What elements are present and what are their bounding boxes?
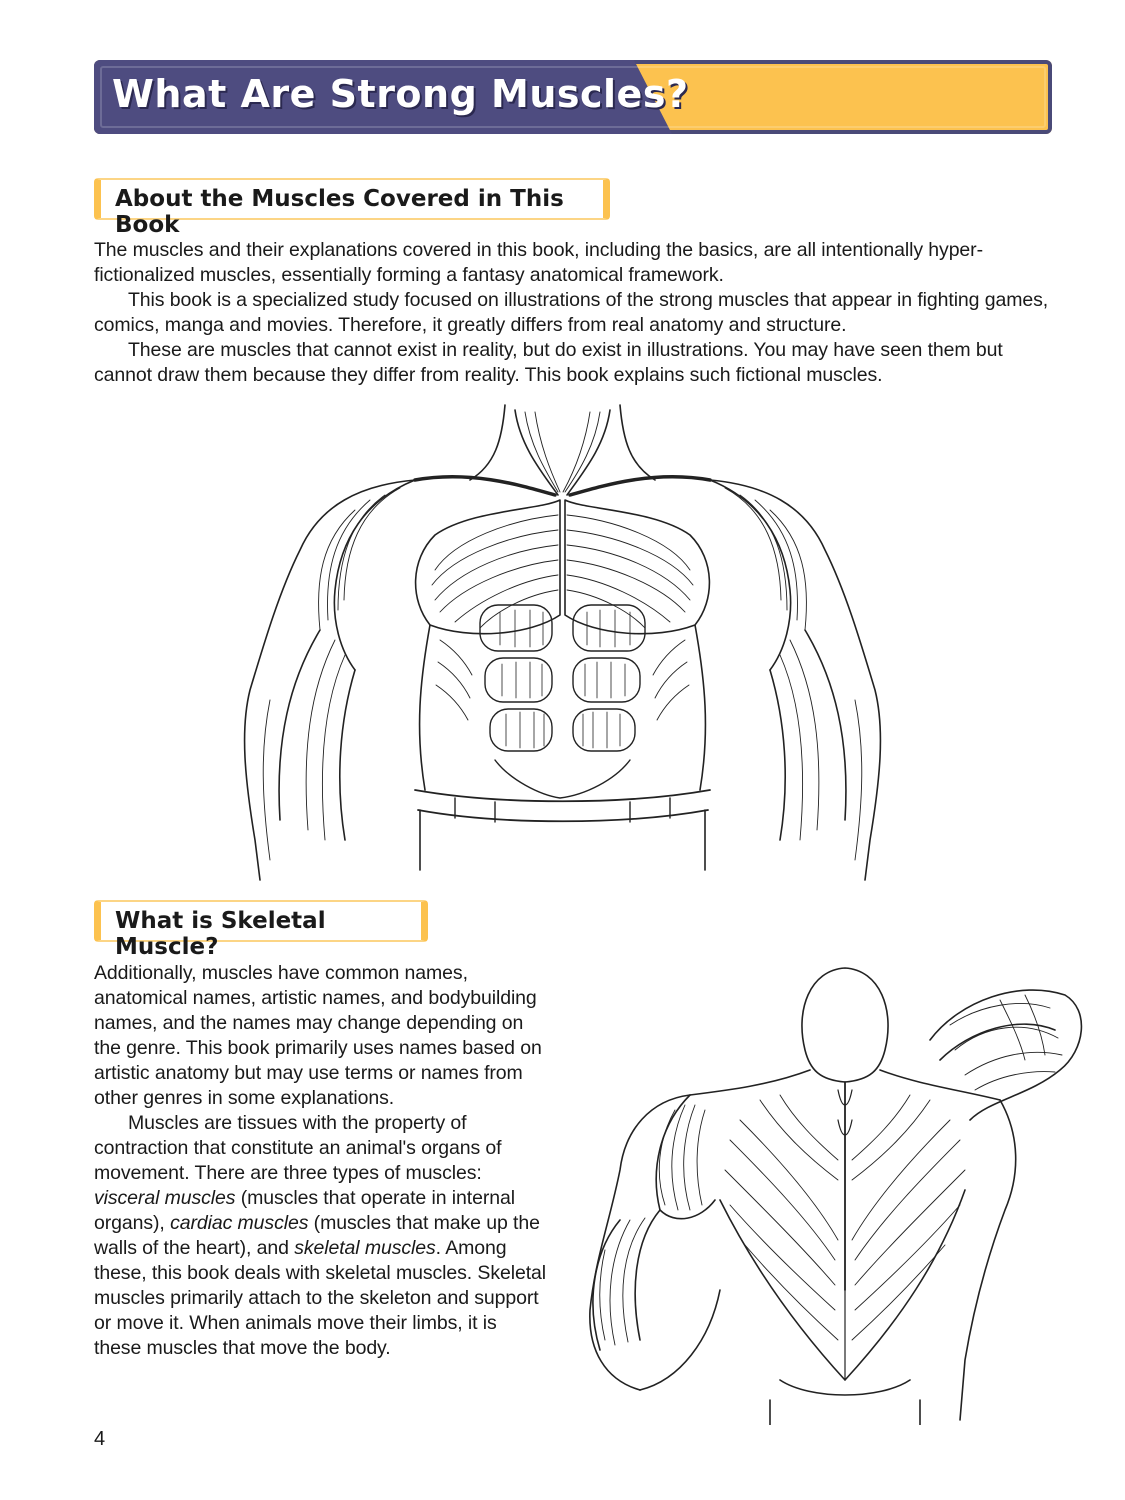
section1-paragraph-2: This book is a specialized study focused on illustrations of the strong muscles that appear in fighting games, comics, manga and movies. Therefore, it greatly differs from real anatomy and structure. bbox=[94, 289, 1049, 336]
back-torso-muscle-illustration bbox=[580, 960, 1090, 1425]
section1-body bbox=[94, 238, 1052, 388]
page-title: What Are Strong Muscles? bbox=[112, 72, 689, 116]
section1-paragraph-1: The muscles and their explanations covered in this book, including the basics, are all intentionally hyper-fictionalized muscles, essentially forming a fantasy anatomical framework. bbox=[94, 239, 983, 286]
section2-body bbox=[94, 961, 546, 1361]
text-run: (muscles that make up the walls of the heart), and bbox=[94, 1212, 540, 1259]
chapter-title-banner bbox=[94, 60, 1052, 134]
page-number: 4 bbox=[94, 1428, 106, 1450]
section2-paragraph-1: Additionally, muscles have common names, anatomical names, artistic names, and bodybuilding names, and the names may change depending on the genre. This book primarily uses names based on artistic anatomy but may use terms or names from other genres in some explanations. bbox=[94, 962, 542, 1109]
section-heading-text: What is Skeletal Muscle? bbox=[115, 908, 326, 960]
section1-paragraph-3: These are muscles that cannot exist in reality, but do exist in illustrations. You may have seen them but cannot draw them because they differ from reality. This book explains such fictional muscles. bbox=[94, 339, 1003, 386]
term-cardiac-muscles: cardiac muscles bbox=[170, 1212, 309, 1234]
term-visceral-muscles: visceral muscles bbox=[94, 1187, 236, 1209]
section-heading-muscles-covered bbox=[94, 178, 610, 238]
section-heading-skeletal-muscle bbox=[94, 900, 428, 960]
text-run: . Among these, this book deals with skeletal muscles. Skeletal muscles primarily attach to the skeleton and support or move it. When animals move their limbs, it is these muscles that move the body. bbox=[94, 1237, 546, 1359]
text-run: (muscles that operate in internal organs), bbox=[94, 1187, 515, 1234]
front-torso-muscle-illustration bbox=[240, 400, 885, 892]
section-heading-text: About the Muscles Covered in This Book bbox=[115, 186, 564, 238]
text-run: Muscles are tissues with the property of contraction that constitute an animal's organs of movement. There are three types of muscles: bbox=[94, 1112, 502, 1184]
section2-paragraph-2 bbox=[94, 1111, 546, 1361]
term-skeletal-muscles: skeletal muscles bbox=[294, 1237, 436, 1259]
